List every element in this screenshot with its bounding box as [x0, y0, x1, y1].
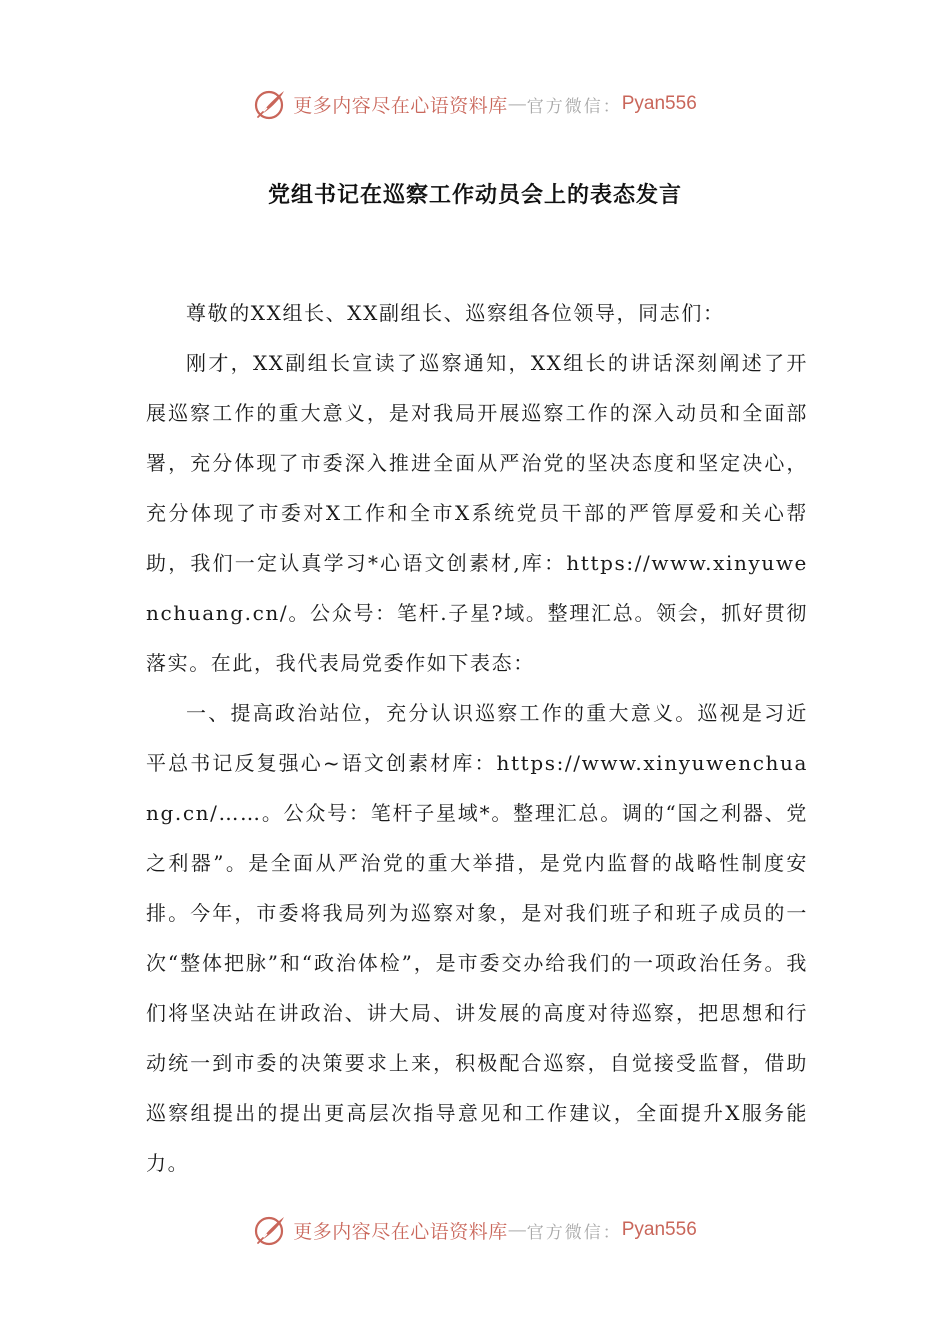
paragraph-opening: 刚才，XX副组长宣读了巡察通知，XX组长的讲话深刻阐述了开展巡察工作的重大意义，是对我局开展巡察工作的深入动员和全面部署，充分体现了市委深入推进全面从严治党的坚决态度和坚定决心，充分体现了市委对X工作和全市X系统党员干部的严管厚爱和关心帮助，我们一定认真学习*心语文创素材,库：https://www.xinyuwenchuang.cn/。公众号：笔杆.子星?域。整理汇总。领会，抓好贯彻落实。在此，我代表局党委作如下表态：	[146, 351, 808, 675]
footer-banner	[0, 1208, 950, 1252]
banner-wechat-label: 官方微信：	[526, 96, 622, 117]
footer-wechat-id: Pyan556	[621, 1219, 697, 1240]
banner-wechat-id: Pyan556	[621, 93, 697, 114]
document-body	[146, 288, 808, 1188]
banner-slogan: 更多内容尽在心语资料库	[293, 94, 508, 117]
quill-logo-icon	[253, 1213, 287, 1247]
banner-separator: —	[507, 93, 527, 115]
footer-wechat-label: 官方微信：	[526, 1222, 622, 1243]
header-banner	[0, 82, 950, 126]
footer-slogan: 更多内容尽在心语资料库	[293, 1220, 508, 1243]
document-title: 党组书记在巡察工作动员会上的表态发言	[267, 183, 682, 208]
footer-separator: —	[507, 1219, 527, 1241]
quill-logo-icon	[253, 87, 287, 121]
paragraph-point-one: 一、提高政治站位，充分认识巡察工作的重大意义。巡视是习近平总书记反复强心~语文创素材库：https://www.xinyuwenchuang.cn/……。公众号：笔杆子星域*。整理汇总。调的“国之利器、党之利器”。是全面从严治党的重大举措，是党内监督的战略性制度安排。今年，市委将我局列为巡察对象，是对我们班子和班子成员的一次“整体把脉”和“政治体检”，是市委交办给我们的一项政治任务。我们将坚决站在讲政治、讲大局、讲发展的高度对待巡察，把思想和行动统一到市委的决策要求上来，积极配合巡察，自觉接受监督，借助巡察组提出的提出更高层次指导意见和工作建议，全面提升X服务能力。	[146, 701, 808, 1175]
paragraph-salutation: 尊敬的XX组长、XX副组长、巡察组各位领导，同志们：	[186, 301, 725, 325]
